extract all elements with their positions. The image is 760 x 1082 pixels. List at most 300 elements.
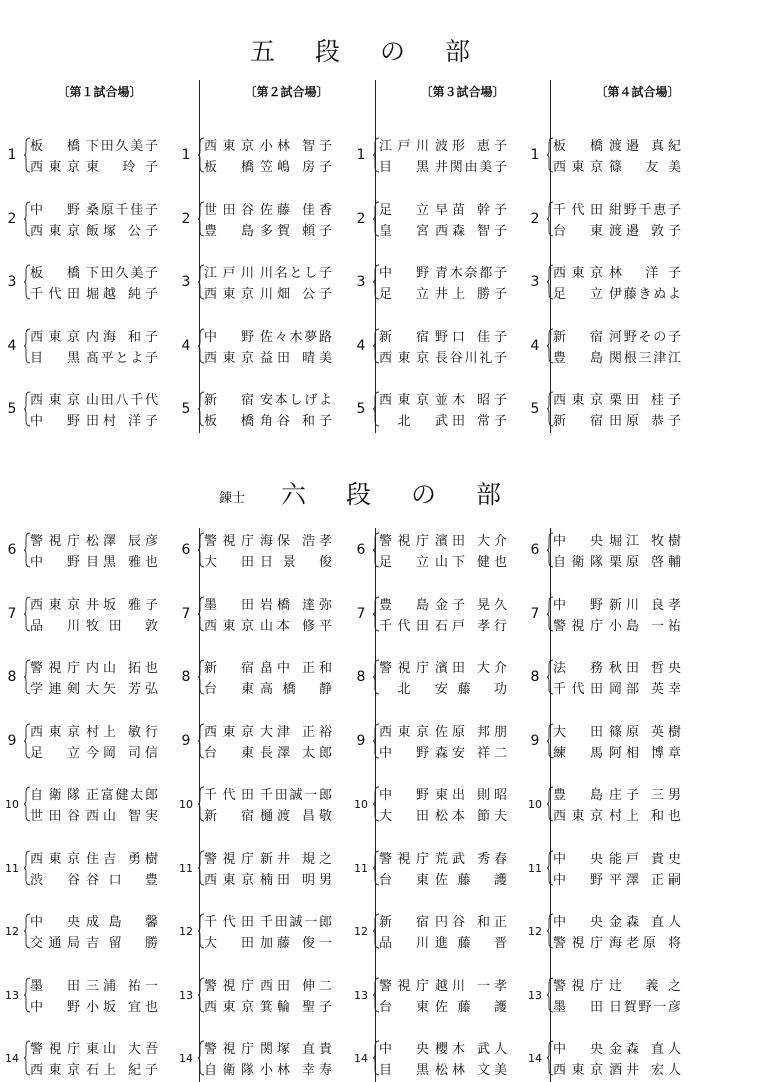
competitor-row — [553, 530, 685, 550]
column-divider — [375, 80, 376, 433]
competitor-name: 飯塚 公子 — [86, 223, 158, 239]
competitor-name: 田原 恭子 — [609, 414, 681, 429]
match-entry — [0, 594, 160, 636]
match-entry — [174, 721, 334, 763]
competitor-row — [30, 848, 162, 868]
match-number: 7 — [530, 605, 540, 622]
match-number: 10 — [528, 798, 542, 811]
competitor-row — [30, 530, 162, 550]
competitor-row — [553, 932, 685, 952]
match-number: 1 — [7, 147, 17, 163]
competitor-affiliation: 警視庁 — [204, 1042, 254, 1057]
match-entry — [174, 975, 334, 1017]
match-entry — [523, 1038, 683, 1080]
competitor-affiliation: 自衛隊 — [30, 788, 80, 803]
competitor-affiliation: 新宿 — [553, 414, 603, 429]
competitor-name: 川名とし子 — [260, 266, 332, 281]
competitor-affiliation: 中野 — [30, 555, 80, 570]
competitor-row — [553, 657, 685, 677]
match-number: 3 — [7, 274, 17, 290]
competitor-row — [553, 615, 685, 635]
match-number: 11 — [5, 861, 19, 875]
competitor-name: 武田 常子 — [435, 414, 507, 429]
competitor-affiliation: 西東京 — [379, 350, 429, 366]
competitor-row — [553, 848, 685, 868]
match-entry — [523, 530, 683, 572]
competitor-affiliation: 警視庁 — [30, 1042, 80, 1057]
competitor-name: 西山 智実 — [86, 809, 158, 824]
match-entry — [174, 784, 334, 826]
match-entry — [523, 326, 683, 368]
competitor-name: 田村 洋子 — [86, 414, 158, 429]
competitor-affiliation: 中央 — [553, 915, 603, 930]
competitor-affiliation: 台東 — [204, 682, 254, 697]
match-number: 5 — [530, 401, 540, 417]
competitor-row — [553, 326, 685, 346]
match-number: 10 — [5, 798, 19, 811]
competitor-affiliation: 西東京 — [204, 999, 254, 1015]
competitor-affiliation: 台東 — [204, 745, 254, 761]
competitor-affiliation: 学連剣 — [30, 682, 80, 697]
match-number: 2 — [181, 210, 191, 227]
competitor-row — [379, 199, 511, 219]
competitor-affiliation: 千代田 — [553, 682, 603, 697]
competitor-name: 大津 正裕 — [260, 724, 332, 740]
competitor-row — [379, 678, 511, 698]
competitor-affiliation: 千代田 — [553, 202, 603, 218]
competitor-row — [553, 283, 685, 303]
competitor-name: 関塚 直貴 — [260, 1042, 332, 1057]
competitor-name: 長澤 太郎 — [260, 745, 332, 761]
match-entry — [349, 389, 509, 431]
competitor-name: 金子 晃久 — [435, 597, 507, 613]
match-number: 4 — [181, 337, 191, 354]
competitor-row — [30, 347, 162, 367]
competitor-name: 小林 智子 — [260, 139, 332, 154]
competitor-name: 村上 敏行 — [86, 724, 158, 740]
competitor-row — [204, 996, 336, 1016]
competitor-affiliation: 西東京 — [30, 160, 80, 175]
competitor-row — [379, 326, 511, 346]
competitor-row — [204, 615, 336, 635]
competitor-row — [553, 199, 685, 219]
competitor-row — [30, 742, 162, 762]
competitor-affiliation: 警視庁 — [204, 534, 254, 549]
competitor-row — [204, 283, 336, 303]
competitor-affiliation: 千代田 — [204, 788, 254, 803]
match-entry — [0, 1038, 160, 1080]
match-number: 8 — [181, 669, 191, 685]
match-number: 11 — [528, 861, 542, 875]
competitor-name: 堀越 純子 — [86, 287, 158, 302]
competitor-row — [379, 848, 511, 868]
competitor-name: 三浦 祐一 — [86, 978, 158, 994]
match-entry — [174, 326, 334, 368]
competitor-affiliation: 品川 — [30, 618, 80, 634]
competitor-name: 松澤 辰彦 — [86, 534, 158, 549]
competitor-affiliation: 西東京 — [379, 724, 429, 740]
match-number: 13 — [354, 988, 368, 1002]
competitor-name: 山本 修平 — [260, 618, 332, 634]
competitor-row — [30, 1059, 162, 1079]
match-number: 4 — [530, 337, 540, 354]
competitor-affiliation: 江戸川 — [204, 266, 254, 281]
competitor-name: 西森 智子 — [435, 223, 507, 239]
match-number: 14 — [179, 1052, 193, 1065]
competitor-row — [204, 594, 336, 614]
match-entry — [0, 199, 160, 241]
competitor-affiliation: 中野 — [553, 872, 603, 888]
competitor-row — [204, 326, 336, 346]
competitor-affiliation: 台東 — [379, 872, 429, 888]
competitor-affiliation: 警視庁 — [204, 851, 254, 867]
competitor-affiliation: 足立 — [379, 555, 429, 570]
competitor-name: 成島 馨 — [86, 915, 158, 930]
competitor-row — [553, 1038, 685, 1058]
competitor-affiliation: 西東京 — [204, 618, 254, 634]
match-entry — [174, 657, 334, 699]
competitor-row — [379, 615, 511, 635]
match-entry — [523, 262, 683, 304]
competitor-row — [379, 594, 511, 614]
godan-section-title — [0, 32, 760, 68]
competitor-name: 野口 佳子 — [435, 329, 507, 345]
competitor-name: 井坂 雅子 — [86, 597, 158, 613]
competitor-row — [30, 721, 162, 741]
court-header-2: 〔第２試合場〕 — [244, 85, 329, 99]
match-number: 7 — [181, 605, 191, 622]
match-number: 9 — [7, 732, 17, 749]
match-number: 10 — [354, 798, 368, 811]
competitor-row — [30, 1038, 162, 1058]
competitor-affiliation: 足立 — [379, 202, 429, 218]
competitor-row — [30, 657, 162, 677]
competitor-name: 下田久美子 — [86, 266, 158, 281]
competitor-row — [379, 742, 511, 762]
competitor-row — [30, 551, 162, 571]
match-entry — [174, 1038, 334, 1080]
competitor-affiliation: 新宿 — [204, 809, 254, 824]
competitor-affiliation: 板橋 — [204, 160, 254, 175]
match-number: 12 — [179, 925, 193, 938]
competitor-affiliation: 豊島 — [204, 223, 254, 239]
competitor-row — [553, 869, 685, 889]
competitor-row — [204, 784, 336, 804]
match-number: 14 — [528, 1052, 542, 1065]
competitor-name: 村上 和也 — [609, 809, 681, 824]
match-number: 9 — [181, 732, 191, 749]
competitor-row — [204, 262, 336, 282]
competitor-affiliation: 中野 — [30, 202, 80, 218]
competitor-row — [553, 135, 685, 155]
competitor-affiliation: 豊島 — [379, 597, 429, 613]
match-number: 6 — [530, 542, 540, 558]
competitor-affiliation: 警視庁 — [553, 936, 603, 951]
match-entry — [349, 721, 509, 763]
competitor-affiliation: 警視庁 — [553, 618, 603, 634]
competitor-name: 下田久美子 — [86, 139, 158, 154]
match-number: 8 — [7, 669, 17, 685]
competitor-name: 吉留 勝 — [86, 936, 158, 951]
competitor-name: 安本しげよ — [260, 393, 332, 408]
competitor-name: 秋田 哲央 — [609, 661, 681, 676]
competitor-affiliation: 大田 — [204, 936, 254, 951]
competitor-affiliation: 世田谷 — [204, 202, 254, 218]
competitor-name: 濱田 大介 — [435, 534, 507, 549]
competitor-row — [553, 1059, 685, 1079]
match-entry — [174, 262, 334, 304]
competitor-affiliation: 自衛隊 — [553, 555, 603, 570]
competitor-affiliation: 足立 — [379, 287, 429, 302]
competitor-name: 岩橋 達弥 — [260, 597, 332, 613]
competitor-affiliation: 北 — [397, 414, 411, 429]
competitor-row — [204, 975, 336, 995]
competitor-row — [379, 156, 511, 176]
match-entry — [349, 262, 509, 304]
competitor-name: 目黒 雅也 — [86, 555, 158, 570]
competitor-affiliation: 西東京 — [30, 329, 80, 345]
competitor-name: 早苗 幹子 — [435, 202, 507, 218]
competitor-row — [553, 721, 685, 741]
competitor-row — [30, 594, 162, 614]
match-number: 6 — [356, 542, 366, 558]
competitor-affiliation: 中野 — [204, 329, 254, 345]
competitor-name: 堀江 牧樹 — [609, 534, 681, 549]
competitor-affiliation: 大田 — [204, 555, 254, 570]
competitor-row — [204, 347, 336, 367]
competitor-affiliation: 警視庁 — [379, 661, 429, 676]
competitor-name: 角谷 和子 — [260, 414, 332, 429]
competitor-name: 内山 拓也 — [86, 661, 158, 676]
competitor-name: 小島 一祐 — [609, 618, 681, 634]
competitor-affiliation: 江戸川 — [379, 139, 429, 154]
competitor-affiliation: 足立 — [553, 287, 603, 302]
match-number: 5 — [181, 401, 191, 417]
match-number: 1 — [356, 147, 366, 163]
competitor-row — [204, 135, 336, 155]
match-entry — [523, 594, 683, 636]
match-number: 5 — [356, 401, 366, 417]
match-entry — [523, 199, 683, 241]
match-entry — [349, 848, 509, 890]
competitor-row — [204, 220, 336, 240]
competitor-affiliation: 西東京 — [553, 393, 603, 408]
competitor-affiliation: 台東 — [553, 223, 603, 239]
match-number: 4 — [356, 337, 366, 354]
court-header-4: 〔第４試合場〕 — [595, 85, 680, 99]
competitor-row — [379, 1059, 511, 1079]
competitor-row — [379, 530, 511, 550]
competitor-name: 渡邉 真紀 — [609, 139, 681, 154]
competitor-affiliation: 豊島 — [553, 788, 603, 803]
match-entry — [349, 1038, 509, 1080]
match-number: 3 — [356, 274, 366, 290]
competitor-name: 石戸 孝行 — [435, 618, 507, 634]
match-entry — [523, 975, 683, 1017]
competitor-name: 大矢 芳弘 — [86, 682, 158, 697]
match-entry — [0, 721, 160, 763]
competitor-row — [379, 262, 511, 282]
competitor-row — [379, 996, 511, 1016]
competitor-affiliation: 世田谷 — [30, 809, 80, 824]
competitor-row — [30, 199, 162, 219]
match-entry — [349, 326, 509, 368]
competitor-affiliation: 中央 — [553, 534, 603, 549]
match-entry — [523, 784, 683, 826]
competitor-affiliation: 目黒 — [30, 350, 80, 366]
match-entry — [0, 848, 160, 890]
competitor-affiliation: 台東 — [379, 999, 429, 1015]
match-number: 12 — [528, 925, 542, 938]
competitor-row — [553, 805, 685, 825]
competitor-affiliation: 中央 — [30, 915, 80, 930]
competitor-row — [204, 657, 336, 677]
competitor-name: 山下 健也 — [435, 555, 507, 570]
match-entry — [349, 135, 509, 177]
match-entry — [174, 530, 334, 572]
competitor-name: 正富健太郎 — [86, 788, 158, 803]
competitor-name: 多賀 頼子 — [260, 223, 332, 239]
competitor-name: 東 玲子 — [86, 160, 158, 175]
match-number: 7 — [7, 605, 17, 622]
match-entry — [0, 530, 160, 572]
competitor-row — [379, 135, 511, 155]
competitor-row — [553, 742, 685, 762]
competitor-affiliation: 警視庁 — [553, 978, 603, 994]
competitor-row — [553, 678, 685, 698]
competitor-affiliation: 板橋 — [204, 414, 254, 429]
match-number: 12 — [354, 925, 368, 938]
competitor-name: 海保 浩孝 — [260, 534, 332, 549]
match-number: 2 — [530, 210, 540, 227]
competitor-affiliation: 西東京 — [553, 1063, 603, 1078]
competitor-name: 小林 幸寿 — [260, 1063, 332, 1078]
competitor-affiliation: 西東京 — [204, 872, 254, 888]
match-entry — [0, 135, 160, 177]
competitor-row — [30, 389, 162, 409]
competitor-affiliation: 新宿 — [379, 329, 429, 345]
court-header-3: 〔第３試合場〕 — [420, 85, 505, 99]
competitor-name: 畠中 正和 — [260, 661, 332, 676]
competitor-row — [379, 784, 511, 804]
competitor-row — [379, 1038, 511, 1058]
competitor-row — [379, 911, 511, 931]
match-entry — [0, 262, 160, 304]
match-number: 11 — [354, 861, 368, 875]
competitor-name: 青木奈都子 — [435, 266, 507, 281]
competitor-row — [204, 530, 336, 550]
competitor-affiliation: 新宿 — [204, 661, 254, 676]
competitor-affiliation: 警視庁 — [30, 661, 80, 676]
competitor-row — [204, 911, 336, 931]
competitor-name: 新川 良孝 — [609, 597, 681, 613]
competitor-row — [553, 410, 685, 430]
competitor-row — [30, 283, 162, 303]
competitor-name: 松林 文美 — [435, 1063, 507, 1078]
competitor-name: 箕輪 聖子 — [260, 999, 332, 1015]
competitor-affiliation: 西東京 — [30, 223, 80, 239]
competitor-row — [379, 551, 511, 571]
competitor-name: 新井 規之 — [260, 851, 332, 867]
competitor-affiliation: 中央 — [553, 1042, 603, 1057]
competitor-affiliation: 中野 — [30, 999, 80, 1015]
match-entry — [0, 326, 160, 368]
competitor-row — [30, 678, 162, 698]
match-number: 1 — [181, 147, 191, 163]
match-entry — [174, 594, 334, 636]
match-number: 3 — [181, 274, 191, 290]
competitor-row — [30, 869, 162, 889]
match-entry — [0, 911, 160, 953]
competitor-row — [204, 932, 336, 952]
competitor-affiliation: 西東京 — [553, 809, 603, 824]
competitor-name: 金森 直人 — [609, 1042, 681, 1057]
competitor-name: 千田誠一郎 — [260, 788, 332, 803]
competitor-affiliation: 西東京 — [30, 597, 80, 613]
competitor-affiliation: 西東京 — [204, 350, 254, 366]
competitor-name: 能戸 貴史 — [609, 851, 681, 867]
match-entry — [523, 721, 683, 763]
competitor-name: 高橋 静 — [260, 682, 332, 697]
competitor-affiliation: 千代田 — [379, 618, 429, 634]
competitor-row — [553, 389, 685, 409]
competitor-row — [379, 975, 511, 995]
competitor-name: 篠 友美 — [609, 160, 681, 175]
competitor-name: 森安 祥二 — [435, 745, 507, 761]
court-header-1: 〔第１試合場〕 — [57, 85, 142, 99]
competitor-name: 内海 和子 — [86, 329, 158, 345]
match-number: 1 — [530, 147, 540, 163]
competitor-row — [204, 410, 336, 430]
competitor-name: 佐藤 佳香 — [260, 202, 332, 218]
competitor-row — [30, 805, 162, 825]
competitor-name: 今岡 司信 — [86, 745, 158, 761]
competitor-name: 並木 昭子 — [435, 393, 507, 408]
competitor-affiliation: 警視庁 — [204, 978, 254, 994]
match-entry — [174, 199, 334, 241]
competitor-name: 佐々木夢路 — [260, 329, 332, 345]
match-entry — [0, 657, 160, 699]
match-entry — [349, 594, 509, 636]
match-number: 9 — [530, 732, 540, 749]
competitor-name: 金森 直人 — [609, 915, 681, 930]
competitor-affiliation: 渋谷 — [30, 872, 80, 888]
competitor-name: 進藤 晋 — [435, 936, 507, 951]
rokudan-prefix: 錬士 — [218, 491, 245, 506]
competitor-affiliation: 中野 — [379, 266, 429, 281]
competitor-name: 阿相 博章 — [609, 745, 681, 761]
competitor-name: 紺野千恵子 — [609, 202, 681, 218]
competitor-affiliation: 板橋 — [30, 266, 80, 281]
competitor-name: 谷口 豊 — [86, 872, 158, 888]
competitor-name: 櫻木 武人 — [435, 1042, 507, 1057]
competitor-affiliation: 皇宮 — [379, 223, 429, 239]
column-divider — [550, 80, 551, 433]
match-number: 13 — [528, 988, 542, 1002]
competitor-affiliation: 品川 — [379, 936, 429, 951]
rokudan-section-title — [0, 475, 760, 511]
competitor-affiliation: 墨田 — [204, 597, 254, 613]
match-entry — [349, 911, 509, 953]
competitor-row — [30, 262, 162, 282]
competitor-row — [553, 784, 685, 804]
column-divider — [199, 80, 200, 433]
competitor-name: 日賀野一彦 — [609, 999, 681, 1015]
competitor-affiliation: 板橋 — [553, 139, 603, 154]
competitor-affiliation: 法務 — [553, 661, 603, 676]
competitor-affiliation: 豊島 — [553, 350, 603, 366]
match-number: 2 — [356, 210, 366, 227]
